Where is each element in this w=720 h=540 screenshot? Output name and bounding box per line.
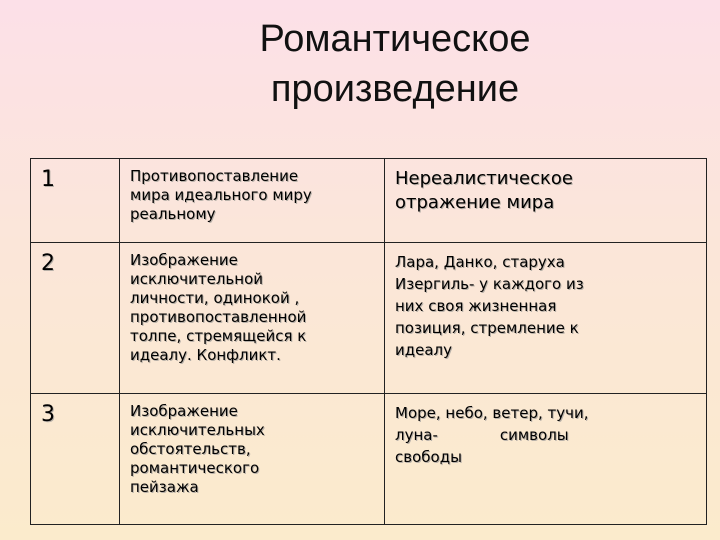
cell-line: Изображение <box>130 251 238 269</box>
cell-line: позиция, стремление к <box>395 319 579 337</box>
row-number: 2 <box>31 243 120 394</box>
cell-line: идеалу <box>395 341 453 359</box>
cell-line: луна- символы <box>395 426 569 444</box>
cell-line: романтического <box>130 459 260 477</box>
cell-line: противопоставленной <box>130 308 307 326</box>
cell-line: реальному <box>130 205 216 223</box>
feature-cell <box>120 394 385 525</box>
title-line-1: Романтическое <box>259 18 531 60</box>
cell-line: Лара, Данко, старуха <box>395 253 565 271</box>
page-title <box>0 14 720 114</box>
example-cell <box>385 159 707 243</box>
cell-line: Море, небо, ветер, тучи, <box>395 404 589 422</box>
cell-line: обстоятельств, <box>130 440 251 458</box>
table-row <box>31 243 707 394</box>
comparison-table <box>30 158 707 525</box>
cell-line: свободы <box>395 448 462 466</box>
cell-line: исключительных <box>130 421 265 439</box>
cell-line: Нереалистическое <box>395 168 573 189</box>
feature-cell <box>120 159 385 243</box>
cell-line: мира идеального миру <box>130 186 312 204</box>
cell-line: Противопоставление <box>130 167 299 185</box>
cell-line: толпе, стремящейся к <box>130 327 307 345</box>
cell-line: исключительной <box>130 270 264 288</box>
row-number: 1 <box>31 159 120 243</box>
title-line-2: произведение <box>270 68 520 110</box>
cell-line: пейзажа <box>130 478 199 496</box>
table-row <box>31 159 707 243</box>
feature-cell <box>120 243 385 394</box>
cell-line: идеалу. Конфликт. <box>130 346 281 364</box>
row-number: 3 <box>31 394 120 525</box>
cell-line: них своя жизненная <box>395 297 557 315</box>
cell-line: Изергиль- у каждого из <box>395 275 584 293</box>
example-cell <box>385 243 707 394</box>
cell-line: личности, одинокой , <box>130 289 300 307</box>
cell-line: Изображение <box>130 402 238 420</box>
table-row <box>31 394 707 525</box>
cell-line: отражение мира <box>395 192 555 213</box>
example-cell <box>385 394 707 525</box>
